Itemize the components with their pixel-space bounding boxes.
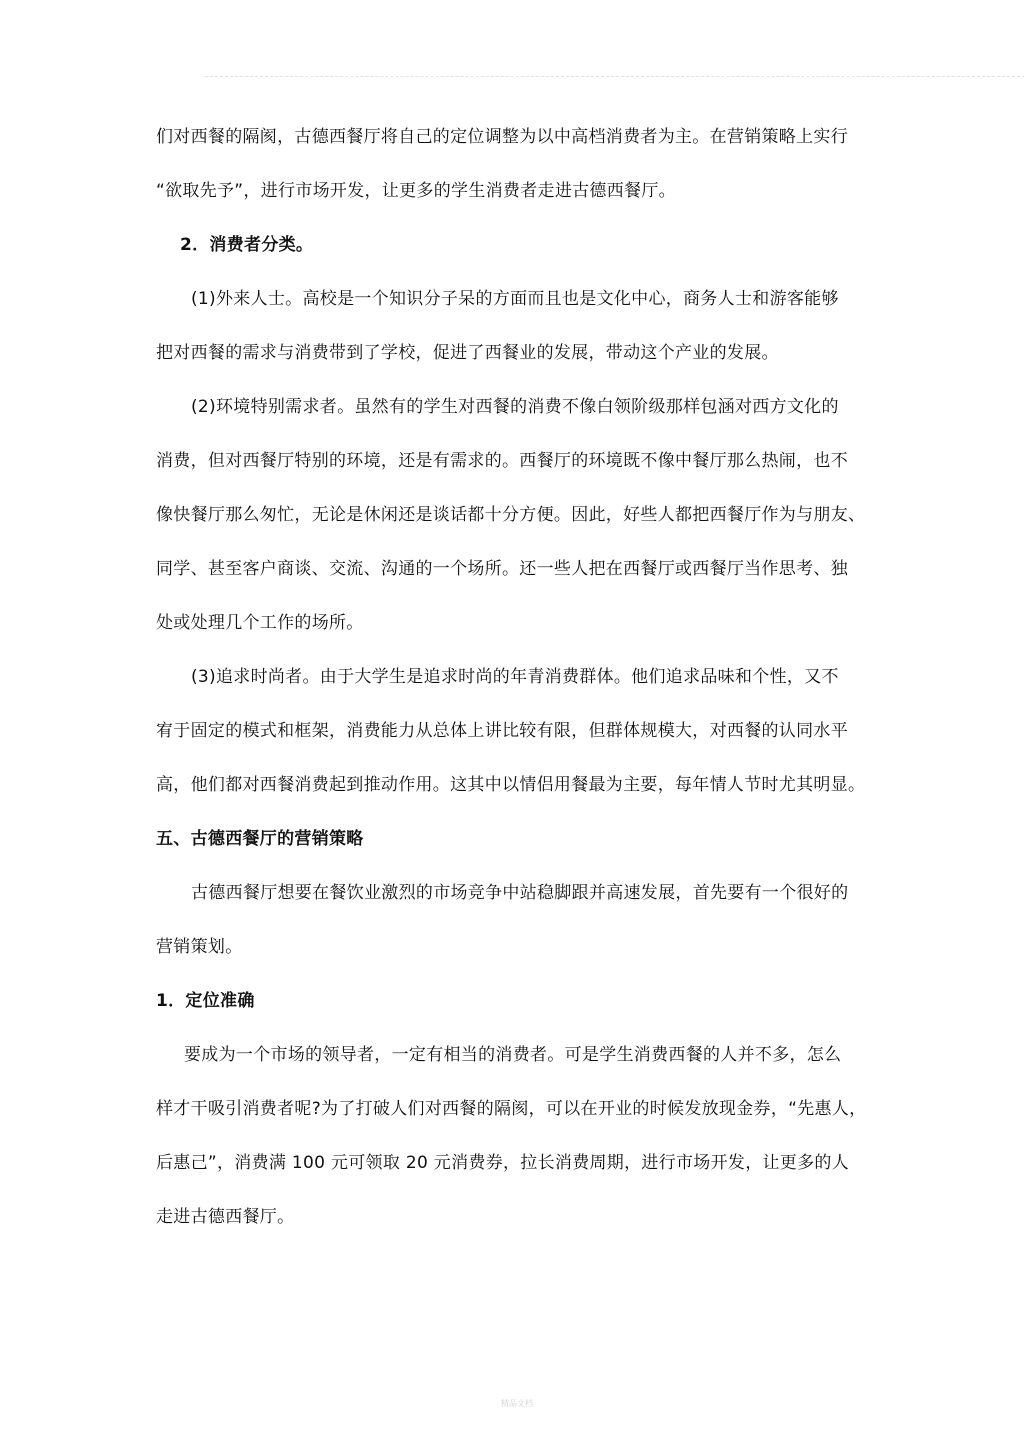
body-line: 后惠己”，消费满 100 元可领取 20 元消费券，拉长消费周期，进行市场开发，让更多的人 — [156, 1153, 849, 1173]
body-line: (1)外来人士。高校是一个知识分子呆的方面而且也是文化中心，商务人士和游客能够 — [191, 289, 839, 309]
document-body — [156, 110, 886, 1244]
body-line: 走进古德西餐厅。 — [156, 1207, 295, 1227]
footer-watermark: 精品文档 — [501, 1399, 533, 1408]
body-line: “欲取先予”，进行市场开发，让更多的学生消费者走进古德西餐厅。 — [156, 181, 676, 201]
body-line: 同学、甚至客户商谈、交流、沟通的一个场所。还一些人把在西餐厅或西餐厅当作思考、独 — [156, 559, 848, 579]
section-heading: 1．定位准确 — [156, 991, 255, 1011]
body-line: (2)环境特别需求者。虽然有的学生对西餐的消费不像白领阶级那样包涵对西方文化的 — [191, 397, 839, 417]
section-heading: 2．消费者分类。 — [180, 235, 314, 255]
body-line: 营销策划。 — [156, 937, 243, 957]
body-line: 要成为一个市场的领导者，一定有相当的消费者。可是学生消费西餐的人并不多，怎么 — [184, 1045, 842, 1065]
header-rule — [205, 76, 1024, 77]
body-line: 高，他们都对西餐消费起到推动作用。这其中以情侣用餐最为主要，每年情人节时尤其明显。 — [156, 775, 866, 795]
body-line: 消费，但对西餐厅特别的环境，还是有需求的。西餐厅的环境既不像中餐厅那么热闹，也不 — [156, 451, 848, 471]
body-line: (3)追求时尚者。由于大学生是追求时尚的年青消费群体。他们追求品味和个性，又不 — [191, 667, 839, 687]
body-line: 们对西餐的隔阂，古德西餐厅将自己的定位调整为以中高档消费者为主。在营销策略上实行 — [156, 127, 848, 147]
body-line: 样才干吸引消费者呢?为了打破人们对西餐的隔阂，可以在开业的时候发放现金券，“先惠人， — [156, 1099, 867, 1119]
body-line: 宥于固定的模式和框架，消费能力从总体上讲比较有限，但群体规模大，对西餐的认同水平 — [156, 721, 848, 741]
body-line: 像快餐厅那么匆忙，无论是休闲还是谈话都十分方便。因此，好些人都把西餐厅作为与朋友、 — [156, 505, 866, 525]
body-line: 处或处理几个工作的场所。 — [156, 613, 364, 633]
chapter-heading: 五、古德西餐厅的营销策略 — [156, 829, 364, 849]
body-line: 古德西餐厅想要在餐饮业激烈的市场竞争中站稳脚跟并高速发展，首先要有一个很好的 — [191, 883, 849, 903]
body-line: 把对西餐的需求与消费带到了学校，促进了西餐业的发展，带动这个产业的发展。 — [156, 343, 779, 363]
